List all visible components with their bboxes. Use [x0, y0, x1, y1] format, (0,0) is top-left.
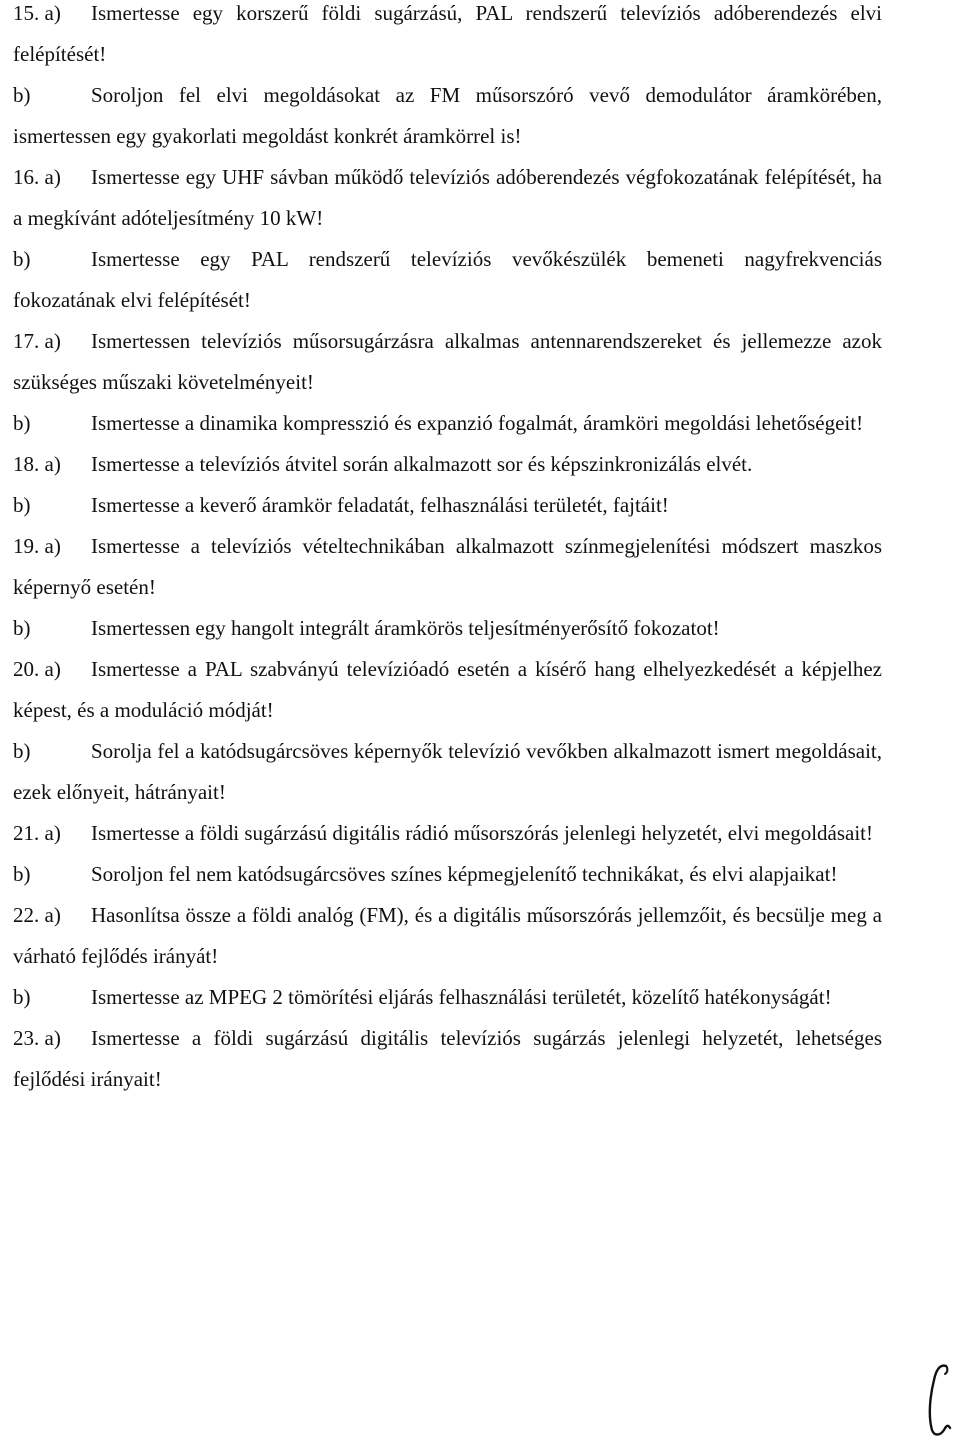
question-item	[0, 239, 960, 321]
question-text: Ismertessen egy hangolt integrált áramkörös teljesítményerősítő fokozatot!	[91, 616, 720, 640]
question-text: Ismertesse az MPEG 2 tömörítési eljárás felhasználási területét, közelítő hatékonyságát!	[91, 985, 832, 1009]
question-item	[0, 649, 960, 731]
question-number: b)	[13, 247, 31, 271]
question-number: 17. a)	[13, 329, 61, 353]
question-item	[0, 0, 960, 75]
question-text: Ismertesse egy UHF sávban működő televíziós adóberendezés végfokozatának felépítését, ha a megkívánt adóteljesítmény 10 kW!	[13, 165, 882, 230]
question-text: Sorolja fel a katódsugárcsöves képernyők televízió vevőkben alkalmazott ismert megoldásait, ezek előnyeit, hátrányait!	[13, 739, 882, 804]
question-text: Ismertesse a földi sugárzású digitális rádió műsorszórás jelenlegi helyzetét, elvi megoldásait!	[91, 821, 874, 845]
question-number: 15. a)	[13, 1, 61, 25]
question-number: b)	[13, 411, 31, 435]
question-number: b)	[13, 83, 31, 107]
question-text: Soroljon fel elvi megoldásokat az FM műsorszóró vevő demodulátor áramkörében, ismertessen egy gyakorlati megoldást konkrét áramkörrel is!	[13, 83, 882, 148]
question-number: b)	[13, 862, 31, 886]
question-item	[0, 813, 960, 854]
question-text: Ismertesse a dinamika kompresszió és expanzió fogalmát, áramköri megoldási lehetőségeit!	[91, 411, 864, 435]
question-item	[0, 444, 960, 485]
question-item	[0, 403, 960, 444]
question-text: Ismertesse a televíziós átvitel során alkalmazott sor és képszinkronizálás elvét.	[91, 452, 753, 476]
handwritten-mark	[918, 1360, 958, 1440]
question-number: b)	[13, 493, 31, 517]
question-item	[0, 75, 960, 157]
question-text: Hasonlítsa össze a földi analóg (FM), és a digitális műsorszórás jellemzőit, és becsülje meg a várható fejlődés irányát!	[13, 903, 882, 968]
question-number: 23. a)	[13, 1026, 61, 1050]
question-item	[0, 608, 960, 649]
question-item	[0, 895, 960, 977]
question-item	[0, 321, 960, 403]
question-number: 16. a)	[13, 165, 61, 189]
question-text: Ismertesse a televíziós vételtechnikában alkalmazott színmegjelenítési módszert maszkos képernyő esetén!	[13, 534, 882, 599]
question-item	[0, 731, 960, 813]
question-item	[0, 977, 960, 1018]
question-text: Ismertesse egy PAL rendszerű televíziós vevőkészülék bemeneti nagyfrekvenciás fokozatának elvi felépítését!	[13, 247, 882, 312]
question-item	[0, 854, 960, 895]
question-number: 22. a)	[13, 903, 61, 927]
question-item	[0, 1018, 960, 1100]
question-item	[0, 157, 960, 239]
question-text: Ismertesse a keverő áramkör feladatát, felhasználási területét, fajtáit!	[91, 493, 669, 517]
question-number: b)	[13, 739, 31, 763]
question-text: Ismertesse a PAL szabványú televízióadó esetén a kísérő hang elhelyezkedését a képjelhez képest, és a moduláció módját!	[13, 657, 882, 722]
question-number: 20. a)	[13, 657, 61, 681]
question-number: b)	[13, 985, 31, 1009]
question-text: Ismertesse egy korszerű földi sugárzású, PAL rendszerű televíziós adóberendezés elvi felépítését!	[13, 1, 882, 66]
question-number: b)	[13, 616, 31, 640]
question-text: Soroljon fel nem katódsugárcsöves színes képmegjelenítő technikákat, és elvi alapjaikat!	[91, 862, 838, 886]
question-number: 19. a)	[13, 534, 61, 558]
question-number: 21. a)	[13, 821, 61, 845]
question-text: Ismertesse a földi sugárzású digitális televíziós sugárzás jelenlegi helyzetét, lehetséges fejlődési irányait!	[13, 1026, 882, 1091]
question-text: Ismertessen televíziós műsorsugárzásra alkalmas antennarendszereket és jellemezze azok szükséges műszaki követelményeit!	[13, 329, 882, 394]
question-number: 18. a)	[13, 452, 61, 476]
question-item	[0, 526, 960, 608]
question-item	[0, 485, 960, 526]
